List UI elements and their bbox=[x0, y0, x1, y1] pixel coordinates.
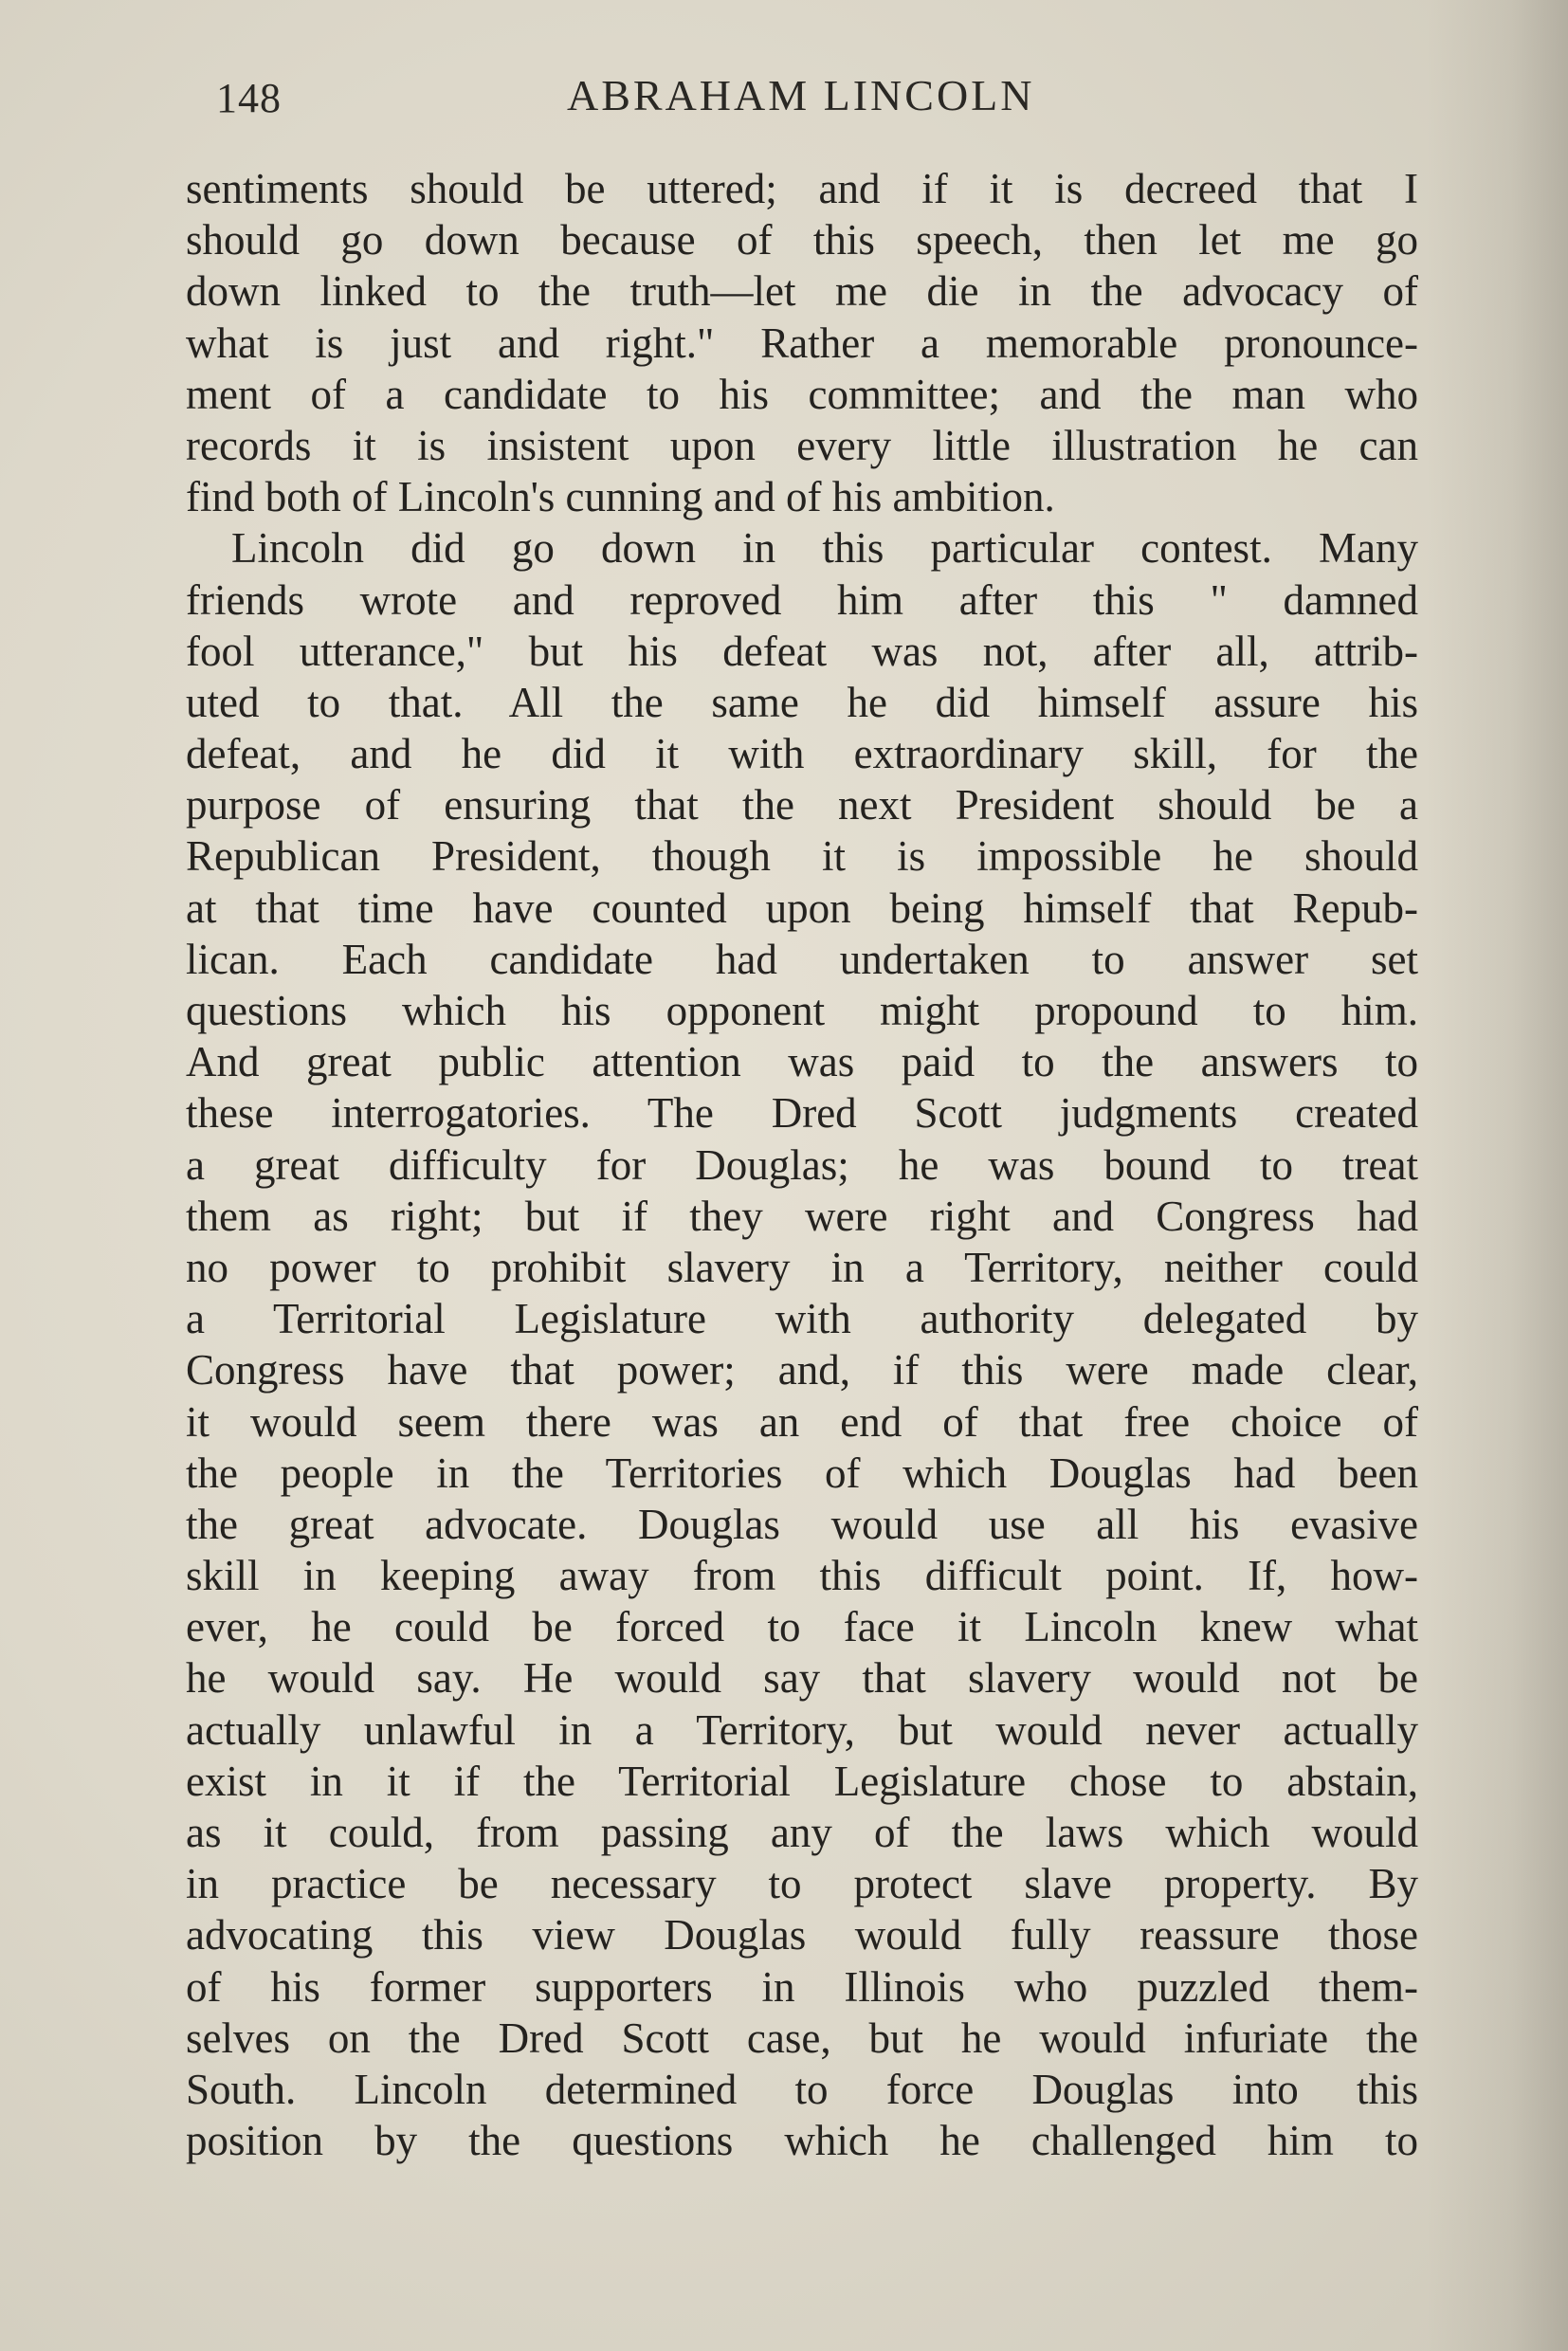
text-line: a great difficulty for Douglas; he was bound to treat bbox=[186, 1140, 1418, 1189]
text-line: purpose of ensuring that the next President should be a bbox=[186, 781, 1418, 829]
text-line: South. Lincoln determined to force Douglas into this bbox=[186, 2065, 1418, 2113]
text-line: records it is insistent upon every little illustration he can bbox=[186, 421, 1418, 469]
page-header bbox=[216, 66, 1420, 133]
text-line: should go down because of this speech, then let me go bbox=[186, 216, 1418, 264]
page-number: 148 bbox=[216, 75, 282, 121]
text-line: selves on the Dred Scott case, but he would infuriate the bbox=[186, 2014, 1418, 2062]
text-line: the great advocate. Douglas would use all his evasive bbox=[186, 1500, 1418, 1548]
text-line: ever, he could be forced to face it Lincoln knew what bbox=[186, 1603, 1418, 1651]
gutter-shadow bbox=[1426, 0, 1568, 2351]
text-line: uted to that. All the same he did himself assure his bbox=[186, 678, 1418, 726]
text-line: find both of Lincoln's cunning and of his ambition. bbox=[186, 473, 1055, 521]
text-line: he would say. He would say that slavery would not be bbox=[186, 1654, 1418, 1703]
text-line: no power to prohibit slavery in a Territory, neither could bbox=[186, 1243, 1418, 1291]
text-line: the people in the Territories of which Douglas had been bbox=[186, 1449, 1418, 1497]
text-line: friends wrote and reproved him after this " damned bbox=[186, 575, 1418, 624]
text-line: defeat, and he did it with extraordinary skill, for the bbox=[186, 730, 1418, 778]
text-line: advocating this view Douglas would fully reassure those bbox=[186, 1911, 1418, 1959]
text-line: exist in it if the Territorial Legislature chose to abstain, bbox=[186, 1757, 1418, 1805]
text-line: what is just and right." Rather a memorable pronounce- bbox=[186, 319, 1418, 367]
text-line: Republican President, though it is impossible he should bbox=[186, 832, 1418, 881]
text-line: it would seem there was an end of that free choice of bbox=[186, 1397, 1418, 1446]
text-line: Lincoln did go down in this particular contest. Many bbox=[231, 524, 1418, 573]
text-line: as it could, from passing any of the laws which would bbox=[186, 1809, 1418, 1856]
text-line: in practice be necessary to protect slave property. By bbox=[186, 1860, 1418, 1908]
text-line: actually unlawful in a Territory, but would never actually bbox=[186, 1705, 1418, 1754]
text-line: lican. Each candidate had undertaken to answer set bbox=[186, 935, 1418, 983]
body-text bbox=[186, 163, 1418, 2166]
text-line: at that time have counted upon being himself that Repub- bbox=[186, 884, 1418, 932]
text-line: of his former supporters in Illinois who puzzled them- bbox=[186, 1962, 1418, 2011]
text-line: these interrogatories. The Dred Scott judgments created bbox=[186, 1089, 1418, 1138]
text-line: sentiments should be uttered; and if it is decreed that I bbox=[186, 165, 1418, 212]
text-line: position by the questions which he challenged him to bbox=[186, 2117, 1418, 2165]
text-line: And great public attention was paid to the answers to bbox=[186, 1038, 1418, 1086]
text-line: a Territorial Legislature with authority delegated by bbox=[186, 1295, 1418, 1343]
text-line: questions which his opponent might propound to him. bbox=[186, 987, 1418, 1034]
text-line: fool utterance," but his defeat was not, after all, attrib- bbox=[186, 627, 1418, 675]
text-line: them as right; but if they were right and Congress had bbox=[186, 1192, 1418, 1240]
text-line: ment of a candidate to his committee; and the man who bbox=[186, 370, 1418, 418]
running-head: ABRAHAM LINCOLN bbox=[567, 71, 1035, 119]
text-line: down linked to the truth—let me die in the advocacy of bbox=[186, 267, 1418, 316]
text-line: skill in keeping away from this difficult point. If, how- bbox=[186, 1552, 1418, 1600]
text-line: Congress have that power; and, if this were made clear, bbox=[186, 1346, 1418, 1394]
